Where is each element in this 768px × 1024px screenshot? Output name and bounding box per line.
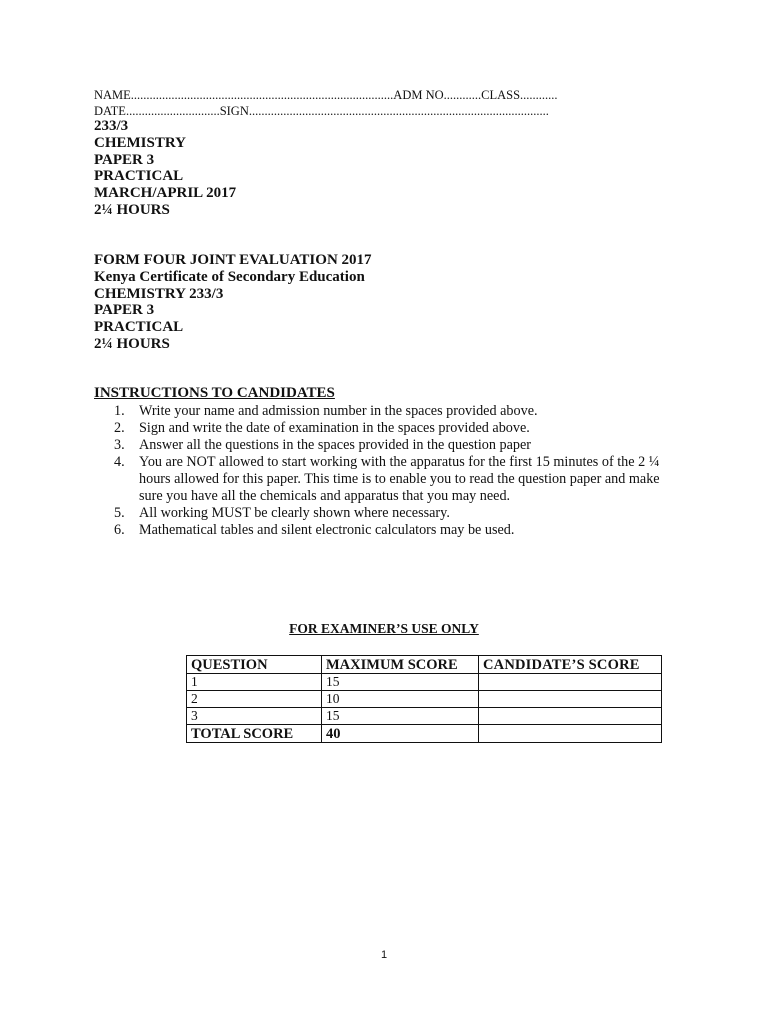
- paper-number: PAPER 3: [94, 151, 155, 168]
- exam-paper: PAPER 3: [94, 302, 155, 319]
- instruction-item: [114, 437, 674, 454]
- examiner-use-title: FOR EXAMINER’S USE ONLY: [289, 621, 479, 636]
- instruction-text: You are NOT allowed to start working with the apparatus for the first 15 minutes of the 2 ¼ hours allowed for this paper. This time is to enable you to read the question paper and make sure you have all the chemicals and apparatus that you may need.: [139, 454, 660, 504]
- table-row: [187, 708, 662, 725]
- exam-type: PRACTICAL: [94, 319, 184, 336]
- instruction-number: 1.: [114, 403, 125, 419]
- header-maximum-score: MAXIMUM SCORE: [322, 656, 479, 674]
- paper-session: MARCH/APRIL 2017: [94, 185, 237, 202]
- header-candidate-score: CANDIDATE’S SCORE: [479, 656, 662, 674]
- cell-max-score: 15: [322, 674, 479, 691]
- instruction-item: [114, 403, 674, 420]
- cell-question: 3: [187, 708, 322, 725]
- instructions-title: INSTRUCTIONS TO CANDIDATES: [94, 385, 335, 401]
- name-adm-class-line: NAME....................................................................................ADM NO............CLASS............: [94, 88, 558, 102]
- exam-subject-code: CHEMISTRY 233/3: [94, 285, 224, 302]
- instruction-text: All working MUST be clearly shown where necessary.: [139, 505, 450, 521]
- instruction-item: [114, 420, 674, 437]
- table-row: [187, 674, 662, 691]
- instruction-number: 6.: [114, 522, 125, 538]
- paper-info-block: [94, 118, 236, 219]
- cell-candidate-score: [479, 674, 662, 691]
- exam-title: FORM FOUR JOINT EVALUATION 2017: [94, 252, 372, 268]
- instruction-text: Sign and write the date of examination in the spaces provided above.: [139, 420, 530, 436]
- instruction-text: Write your name and admission number in the spaces provided above.: [139, 403, 538, 419]
- examiner-score-table: [186, 655, 662, 743]
- date-sign-line: DATE..............................SIGN................................................................................................: [94, 104, 549, 118]
- table-total-row: [187, 725, 662, 743]
- instruction-item: [114, 505, 674, 522]
- exam-info-block: [94, 252, 372, 353]
- instruction-number: 2.: [114, 420, 125, 436]
- header-question: QUESTION: [187, 656, 322, 674]
- total-max-score: 40: [322, 725, 479, 743]
- paper-code: 233/3: [94, 118, 129, 134]
- instruction-text: Answer all the questions in the spaces provided in the question paper: [139, 437, 532, 453]
- paper-type: PRACTICAL: [94, 168, 184, 185]
- table-row: [187, 691, 662, 708]
- total-score-label: TOTAL SCORE: [187, 725, 322, 743]
- instruction-number: 3.: [114, 437, 125, 453]
- cell-question: 1: [187, 674, 322, 691]
- cell-max-score: 15: [322, 708, 479, 725]
- cell-question: 2: [187, 691, 322, 708]
- instruction-number: 4.: [114, 454, 125, 470]
- page-number: 1: [380, 949, 388, 961]
- cell-max-score: 10: [322, 691, 479, 708]
- cell-candidate-score: [479, 708, 662, 725]
- instruction-item: [114, 522, 674, 539]
- instruction-item: [114, 454, 674, 505]
- total-candidate-score: [479, 725, 662, 743]
- paper-subject: CHEMISTRY: [94, 134, 186, 151]
- exam-duration: 2¼ HOURS: [94, 335, 170, 352]
- instruction-text: Mathematical tables and silent electronic calculators may be used.: [139, 522, 515, 538]
- table-header-row: [187, 656, 662, 674]
- cell-candidate-score: [479, 691, 662, 708]
- instructions-list: [114, 403, 674, 539]
- exam-certificate: Kenya Certificate of Secondary Education: [94, 268, 365, 285]
- instruction-number: 5.: [114, 505, 125, 521]
- paper-duration: 2¼ HOURS: [94, 201, 170, 218]
